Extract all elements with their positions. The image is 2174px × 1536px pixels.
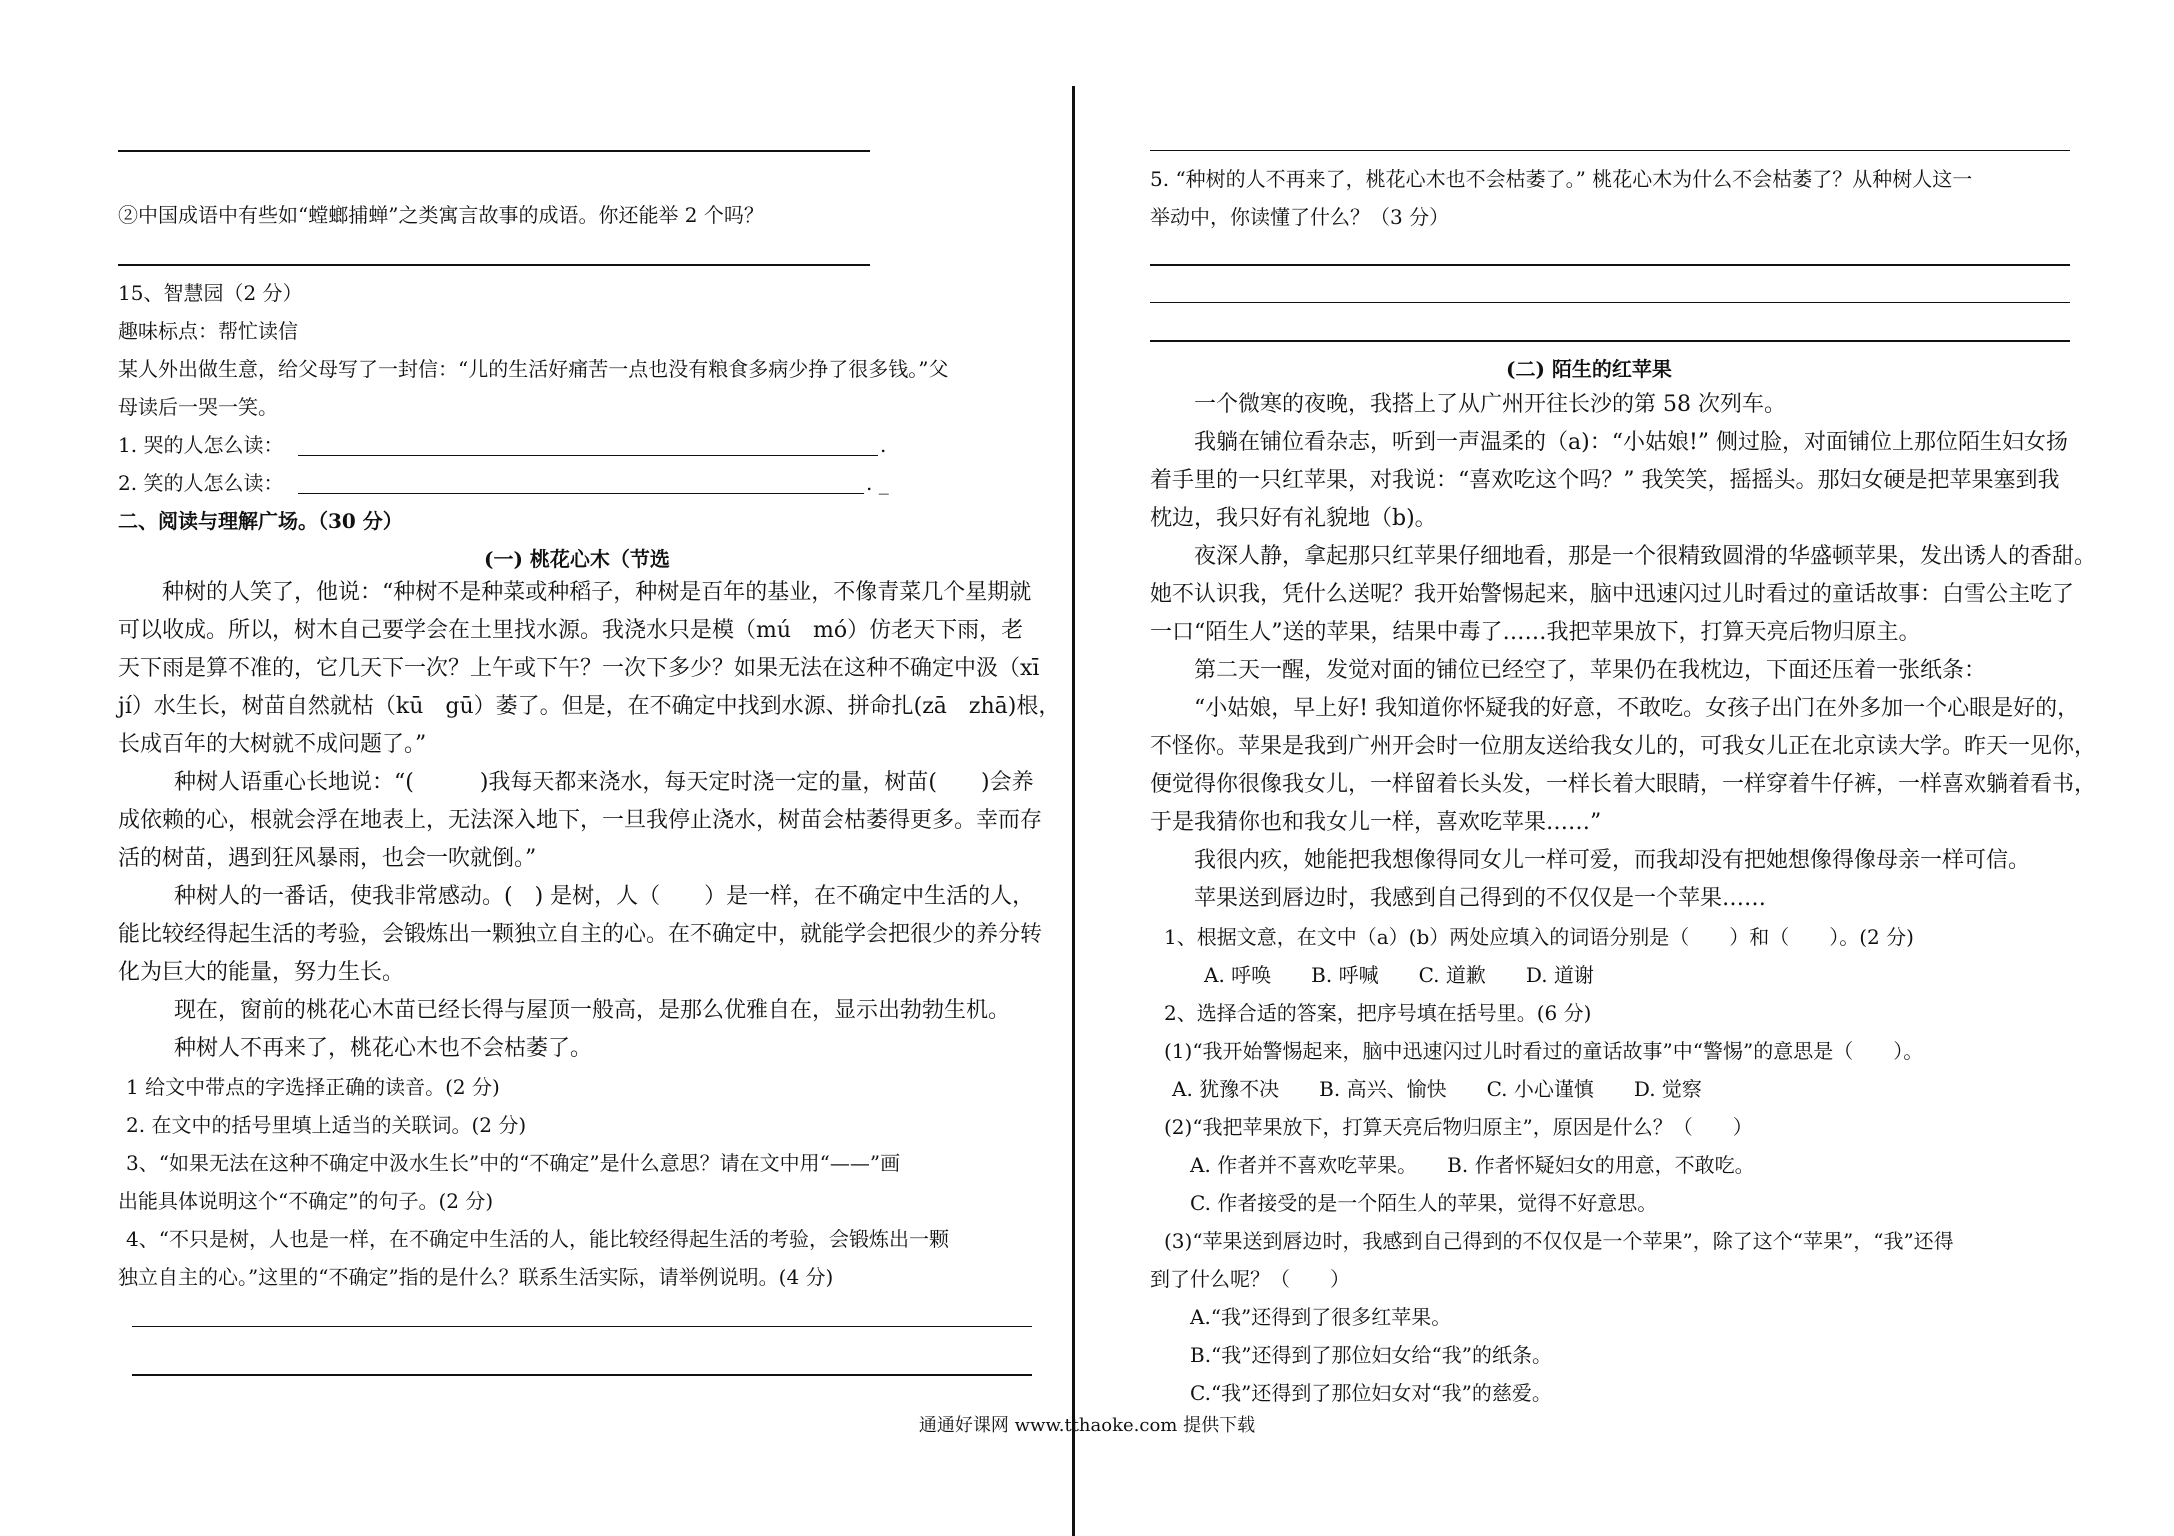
question-15-title: 15、智慧园（2 分） xyxy=(118,281,303,305)
page-divider xyxy=(1072,86,1075,1536)
question-a3: 3、“如果无法在这种不确定中汲水生长”中的“不确定”是什么意思？请在文中用“——”画 xyxy=(126,1151,901,1175)
passage-1-line: 可以收成。所以，树木自己要学会在土里找水源。我浇水只是模（mú mó）仿老天下雨，老 xyxy=(118,618,1024,643)
passage-1-line: jí）水生长，树苗自然就枯（kū gū）萎了。但是，在不确定中找到水源、拼命扎(zā zhā)根， xyxy=(118,694,1061,719)
answer-line xyxy=(298,455,878,456)
passage-1-line: 现在，窗前的桃花心木苗已经长得与屋顶一般高，是那么优雅自在，显示出勃勃生机。 xyxy=(174,998,1011,1023)
question-15-text: 某人外出做生意，给父母写了一封信：“儿的生活好痛苦一点也没有粮食多病少挣了很多钱。”父 xyxy=(118,357,949,381)
line-end: . xyxy=(880,433,887,457)
question-a2: 2. 在文中的括号里填上适当的关联词。(2 分) xyxy=(126,1113,527,1137)
question-a1: 1 给文中带点的字选择正确的读音。(2 分) xyxy=(126,1075,500,1099)
passage-1-line: 能比较经得起生活的考验，会锻炼出一颗独立自主的心。在不确定中，就能学会把很少的养分转 xyxy=(118,922,1043,947)
question-b2-2-option-c: C. 作者接受的是一个陌生人的苹果，觉得不好意思。 xyxy=(1190,1191,1658,1215)
answer-line xyxy=(1150,150,2070,151)
question-b2-3-option-a: A.“我”还得到了很多红苹果。 xyxy=(1190,1305,1452,1329)
question-b2-2-options: A. 作者并不喜欢吃苹果。 B. 作者怀疑妇女的用意，不敢吃。 xyxy=(1190,1153,1755,1177)
question-b2-1-options: A. 犹豫不决 B. 高兴、愉快 C. 小心谨慎 D. 觉察 xyxy=(1172,1077,1702,1101)
passage-2-line: 一口“陌生人”送的苹果，结果中毒了……我把苹果放下，打算天亮后物归原主。 xyxy=(1150,620,1921,645)
passage-2-line: 苹果送到唇边时，我感到自己得到的不仅仅是一个苹果…… xyxy=(1194,886,1767,911)
passage-2-line: 第二天一醒，发觉对面的铺位已经空了，苹果仍在我枕边，下面还压着一张纸条： xyxy=(1194,658,1987,683)
passage-2-line: 便觉得你很像我女儿，一样留着长头发，一样长着大眼睛，一样穿着牛仔裤，一样喜欢躺着看书， xyxy=(1150,772,2097,797)
question-b1-options: A. 呼唤 B. 呼喊 C. 道歉 D. 道谢 xyxy=(1204,963,1594,987)
passage-2-line: 夜深人静，拿起那只红苹果仔细地看，那是一个很精致圆滑的华盛顿苹果，发出诱人的香甜。 xyxy=(1194,544,2097,569)
page-footer: 通通好课网 www.tthaoke.com 提供下载 xyxy=(918,1415,1256,1436)
question-15-laugh: 2. 笑的人怎么读： xyxy=(118,471,284,495)
question-a4: 独立自主的心。”这里的“不确定”指的是什么？联系生活实际，请举例说明。(4 分) xyxy=(118,1265,834,1289)
passage-2-line: 我躺在铺位看杂志，听到一声温柔的（a)：“小姑娘!” 侧过脸，对面铺位上那位陌生妇女扬 xyxy=(1194,430,2069,455)
line-end: . _ xyxy=(866,471,889,495)
question-14-2: ②中国成语中有些如“螳螂捕蝉”之类寓言故事的成语。你还能举 2 个吗？ xyxy=(118,203,764,227)
section-2-heading: 二、阅读与理解广场。（30 分） xyxy=(118,509,403,533)
question-b1: 1、根据文意，在文中（a）(b）两处应填入的词语分别是（ ）和（ ）。(2 分) xyxy=(1164,925,1914,949)
answer-line xyxy=(132,1374,1032,1376)
answer-line xyxy=(1150,264,2070,266)
question-a5: 5. “种树的人不再来了，桃花心木也不会枯萎了。” 桃花心木为什么不会枯萎了？从种树人这一 xyxy=(1150,167,1973,191)
answer-line xyxy=(1150,302,2070,303)
passage-2-line: 不怪你。苹果是我到广州开会时一位朋友送给我女儿的，可我女儿正在北京读大学。昨天一见你， xyxy=(1150,734,2097,759)
passage-1-line: 种树的人笑了，他说：“种树不是种菜或种稻子，种树是百年的基业，不像青菜几个星期就 xyxy=(162,580,1032,605)
passage-2-line: 一个微寒的夜晚，我搭上了从广州开往长沙的第 58 次列车。 xyxy=(1194,392,1786,417)
question-a3: 出能具体说明这个“不确定”的句子。(2 分) xyxy=(118,1189,494,1213)
passage-2-title: (二) 陌生的红苹果 xyxy=(1506,357,1672,381)
question-b2-3-option-c: C.“我”还得到了那位妇女对“我”的慈爱。 xyxy=(1190,1381,1552,1405)
passage-1-line: 活的树苗，遇到狂风暴雨，也会一吹就倒。” xyxy=(118,846,537,871)
passage-1-title: (一) 桃花心木（节选 xyxy=(484,547,670,571)
question-b2-3: (3)“苹果送到唇边时，我感到自己得到的不仅仅是一个苹果”，除了这个“苹果”，“我”还得 xyxy=(1164,1229,1954,1253)
answer-line xyxy=(132,1326,1032,1327)
passage-1-line: 天下雨是算不准的，它几天下一次？上午或下午？一次下多少？如果无法在这种不确定中汲（xī xyxy=(118,656,1040,681)
passage-1-line: 种树人不再来了，桃花心木也不会枯萎了。 xyxy=(174,1036,593,1061)
question-b2-3: 到了什么呢？（ ） xyxy=(1150,1267,1350,1291)
passage-1-line: 长成百年的大树就不成问题了。” xyxy=(118,732,427,757)
passage-2-line: 于是我猜你也和我女儿一样，喜欢吃苹果……” xyxy=(1150,810,1602,835)
passage-1-line: 化为巨大的能量，努力生长。 xyxy=(118,960,405,985)
passage-2-line: 她不认识我，凭什么送呢？我开始警惕起来，脑中迅速闪过儿时看过的童话故事：白雪公主吃了 xyxy=(1150,582,2075,607)
question-a5: 举动中，你读懂了什么？（3 分） xyxy=(1150,205,1450,229)
passage-1-line: 成依赖的心，根就会浮在地表上，无法深入地下，一旦我停止浇水，树苗会枯萎得更多。幸而存 xyxy=(118,808,1043,833)
passage-1-line: 种树人的一番话，使我非常感动。( ) 是树，人（ ）是一样，在不确定中生活的人， xyxy=(174,884,1035,909)
question-b2: 2、选择合适的答案，把序号填在括号里。(6 分) xyxy=(1164,1001,1592,1025)
question-b2-1: (1)“我开始警惕起来，脑中迅速闪过儿时看过的童话故事”中“警惕”的意思是（ ）。 xyxy=(1164,1039,1924,1063)
passage-2-line: 我很内疚，她能把我想像得同女儿一样可爱，而我却没有把她想像得像母亲一样可信。 xyxy=(1194,848,2031,873)
answer-line xyxy=(1150,340,2070,342)
question-b2-2: (2)“我把苹果放下，打算天亮后物归原主”，原因是什么？（ ） xyxy=(1164,1115,1753,1139)
question-b2-3-option-b: B.“我”还得到了那位妇女给“我”的纸条。 xyxy=(1190,1343,1552,1367)
question-15-subtitle: 趣味标点：帮忙读信 xyxy=(118,319,298,343)
answer-line xyxy=(118,264,870,266)
answer-line xyxy=(118,150,870,152)
passage-2-line: 枕边，我只好有礼貌地（b)。 xyxy=(1150,506,1437,531)
question-a4: 4、“不只是树，人也是一样，在不确定中生活的人，能比较经得起生活的考验，会锻炼出一颗 xyxy=(126,1227,949,1251)
answer-line xyxy=(298,493,864,494)
passage-1-line: 种树人语重心长地说：“( )我每天都来浇水，每天定时浇一定的量，树苗( )会养 xyxy=(174,770,1034,795)
question-15-text: 母读后一哭一笑。 xyxy=(118,395,278,419)
passage-2-line: “小姑娘，早上好! 我知道你怀疑我的好意，不敢吃。女孩子出门在外多加一个心眼是好的， xyxy=(1194,696,2080,721)
passage-2-line: 着手里的一只红苹果，对我说：“喜欢吃这个吗？” 我笑笑，摇摇头。那妇女硬是把苹果塞到我 xyxy=(1150,468,2060,493)
question-15-cry: 1. 哭的人怎么读： xyxy=(118,433,284,457)
